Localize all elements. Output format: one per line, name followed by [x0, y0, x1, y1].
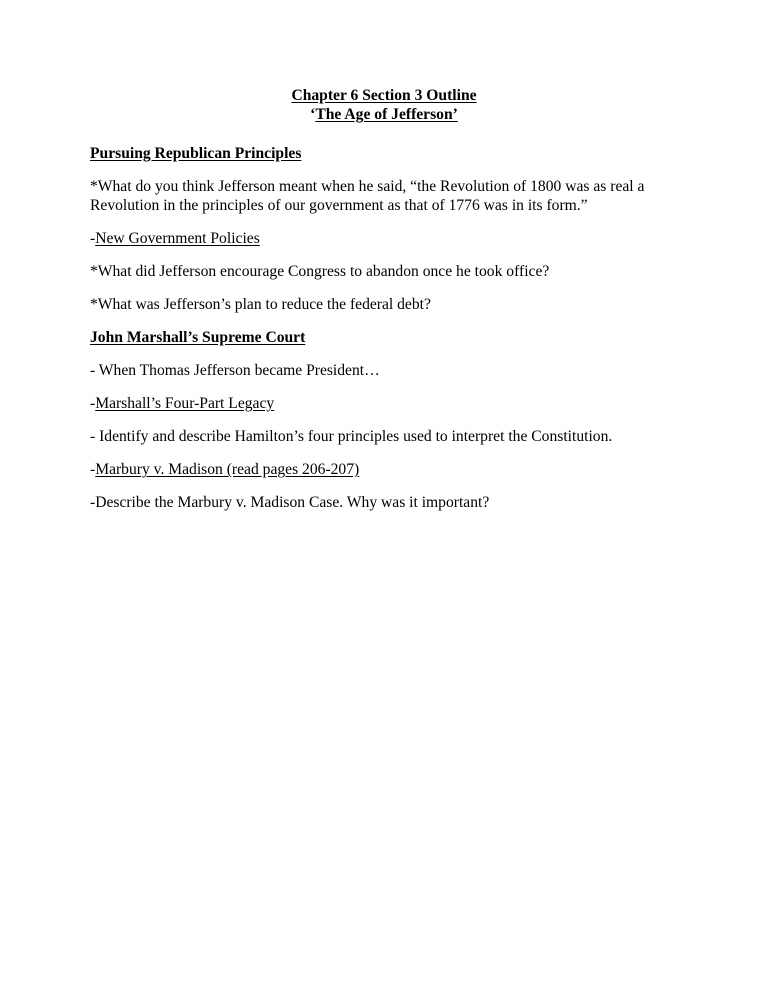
- heading-text: Pursuing Republican Principles: [90, 145, 302, 162]
- subtitle-open-quote: ‘: [310, 106, 316, 123]
- question-federal-debt: *What was Jefferson’s plan to reduce the federal debt?: [90, 296, 431, 313]
- dash-prefix: -: [90, 395, 96, 412]
- subtitle-text: The Age of Jefferson’: [315, 106, 458, 123]
- document-title: [0, 86, 768, 105]
- subheading-text: New Government Policies: [95, 230, 260, 247]
- subheading-new-government-policies: [90, 229, 260, 248]
- dash-prefix: -: [90, 230, 96, 247]
- title-line-1: Chapter 6 Section 3 Outline: [291, 87, 477, 104]
- question-marbury-case: -Describe the Marbury v. Madison Case. Why was it important?: [90, 494, 490, 511]
- question-abandon: *What did Jefferson encourage Congress to abandon once he took office?: [90, 263, 550, 280]
- subheading-text: Marbury v. Madison (read pages 206-207): [95, 461, 360, 478]
- question-revolution-1800-line2: Revolution in the principles of our government as that of 1776 was in its form.”: [90, 197, 588, 214]
- subheading-marbury-v-madison: [90, 460, 359, 479]
- section-heading-marshall-court: [90, 328, 305, 347]
- subheading-four-part-legacy: [90, 394, 274, 413]
- note-jefferson-president: - When Thomas Jefferson became President…: [90, 362, 380, 379]
- subheading-text: Marshall’s Four-Part Legacy: [95, 395, 275, 412]
- dash-prefix: -: [90, 461, 96, 478]
- document-subtitle: [0, 105, 768, 124]
- question-hamilton-principles: - Identify and describe Hamilton’s four principles used to interpret the Constitution.: [90, 428, 613, 445]
- section-heading-republican-principles: [90, 144, 301, 163]
- heading-text: John Marshall’s Supreme Court: [90, 329, 306, 346]
- question-revolution-1800-line1: *What do you think Jefferson meant when he said, “the Revolution of 1800 was as real a: [90, 178, 645, 195]
